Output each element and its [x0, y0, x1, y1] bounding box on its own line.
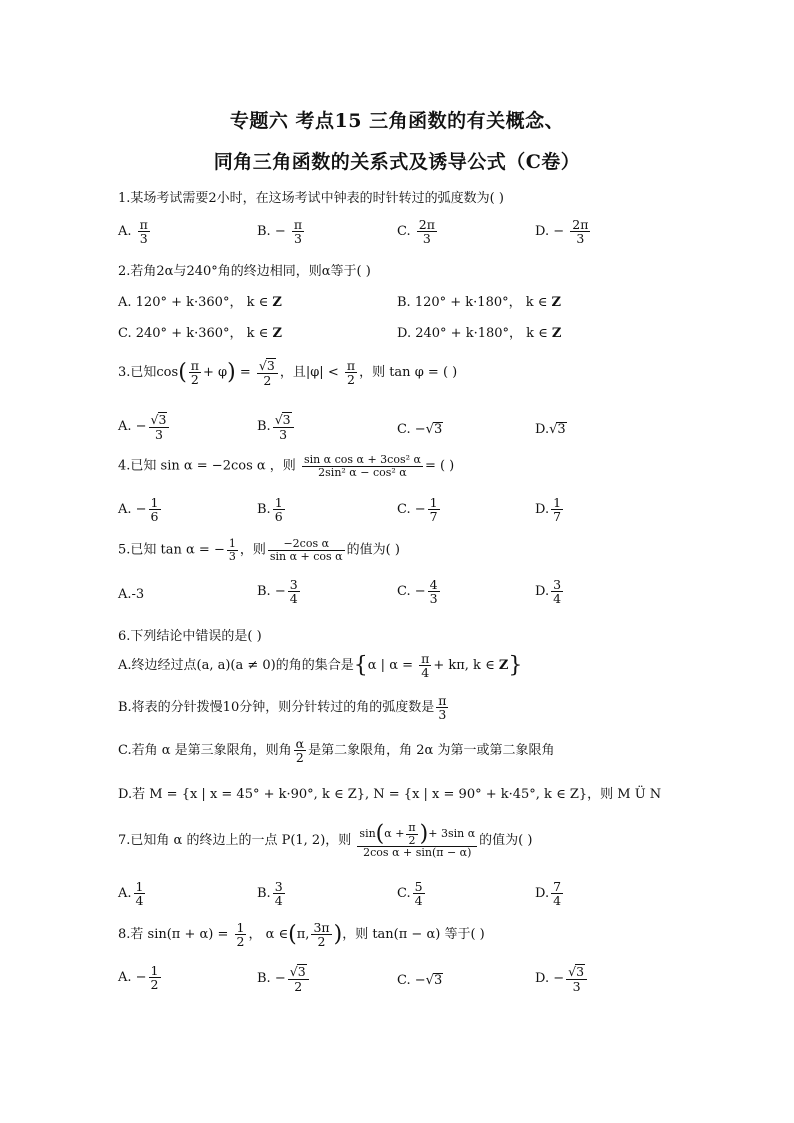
fraction: $\frac{4}{3}$	[429, 577, 438, 607]
fraction: $\frac{\text{sin α cos α + 3cos² α}}{\text{2sin² α − cos² α}}$	[303, 453, 421, 479]
question-6-option-d: D.若 M = {x | x = 45° + k·90°, k ∈ Z}, N = {x | x = 90° + k·45°, k ∈ Z}，则 M Ü N	[118, 787, 662, 802]
fraction: $\frac{1}{7}$	[429, 495, 438, 525]
fraction: $\frac{1}{6}$	[274, 495, 283, 525]
question-5-option-c: C. − $\frac{4}{3}$	[397, 577, 438, 607]
fraction: $\frac{1}{7}$	[553, 495, 562, 525]
fraction: $\frac{3}{4}$	[553, 577, 562, 607]
question-2-option-c: C. 240° + k·360°， k ∈ Z	[118, 326, 282, 341]
question-4-option-b: B. $\frac{1}{6}$	[257, 495, 283, 525]
fraction: $\frac{\pi}{3}$	[293, 217, 303, 247]
fraction: $\frac{3}{4}$	[274, 879, 283, 909]
fraction: $\frac{\pi}{2}$	[190, 357, 199, 387]
fraction: $\frac{\pi}{2}$	[346, 357, 356, 387]
question-7-option-c: C. $\frac{5}{4}$	[397, 879, 423, 909]
question-8-option-d: D. − $\frac{√3}{3}$	[535, 964, 589, 993]
question-7-option-b: B. $\frac{3}{4}$	[257, 879, 283, 909]
question-1-option-a	[118, 218, 152, 245]
fraction: $\frac{5}{4}$	[414, 879, 423, 909]
fraction: $\frac{1}{4}$	[135, 879, 144, 909]
question-3-stem: 3.已知cos( $\frac{\pi}{2}$ + φ) = $\frac{√3}{2}$ ，且|φ| < $\frac{\pi}{2}$ ，则 tan φ = ( )	[118, 357, 458, 388]
question-3-option-a: A. − $\frac{√3}{3}$	[118, 412, 171, 441]
fraction: $\frac{2\pi}{3}$	[418, 217, 435, 247]
question-6-option-c: C.若角 α 是第三象限角，则角 $\frac{\alpha}{2}$ 是第二象限角，角 2α 为第一或第二象限角	[118, 736, 555, 766]
fraction: $\frac{1}{3}$	[228, 537, 236, 563]
question-8-option-b: B. − $\frac{√3}{2}$	[257, 964, 311, 993]
fraction: $\frac{3}{4}$	[289, 577, 298, 607]
title-line-2: 同角三角函数的关系式及诱导公式（C卷）	[213, 151, 581, 173]
title-line-1: 专题六 考点15 三角函数的有关概念、	[229, 110, 565, 132]
question-3-option-d: D.√3	[535, 422, 566, 437]
fraction: $\frac{7}{4}$	[553, 879, 562, 909]
fraction: $\frac{\pi}{3}$	[139, 217, 148, 247]
fraction: $\frac{\pi}{3}$	[438, 693, 447, 723]
question-2-option-d: D. 240° + k·180°， k ∈ Z	[397, 326, 562, 341]
question-5-option-d: D. $\frac{3}{4}$	[535, 577, 562, 607]
question-1-option-d	[535, 218, 592, 245]
fraction: $\frac{1}{2}$	[236, 920, 245, 950]
question-2-option-a: A. 120° + k·360°， k ∈ Z	[118, 295, 282, 310]
question-6-option-b: B.将表的分针拨慢10分钟，则分针转过的角的弧度数是 $\frac{\pi}{3}$	[118, 693, 447, 723]
question-8-option-c: C. −√3	[397, 973, 443, 988]
question-6-stem: 6.下列结论中错误的是( )	[118, 629, 262, 644]
question-4-option-d: D. $\frac{1}{7}$	[535, 495, 562, 525]
question-6-option-a: A.终边经过点(a, a)(a ≠ 0)的角的集合是{α | α = $\frac{\pi}{4}$ + kπ, k ∈ Z}	[118, 651, 523, 681]
fraction: $\frac{√3}{3}$	[273, 412, 294, 441]
question-1-option-b	[257, 218, 306, 245]
question-5-option-b: B. − $\frac{3}{4}$	[257, 577, 298, 607]
question-2-option-b: B. 120° + k·180°， k ∈ Z	[397, 295, 562, 310]
fraction: $\frac{1}{6}$	[150, 495, 159, 525]
fraction: $\frac{3\pi}{2}$	[313, 920, 330, 950]
fraction: $\frac{√3}{3}$	[566, 964, 587, 993]
question-2-stem: 2.若角2α与240°角的终边相同，则α等于( )	[118, 264, 371, 279]
question-7-option-a: A. $\frac{1}{4}$	[118, 879, 144, 909]
question-8-stem: 8.若 sin(π + α) = $\frac{1}{2}$ ， α ∈(π, $\frac{3\pi}{2}$ )，则 tan(π − α) 等于( )	[118, 920, 485, 950]
question-5-option-a: A.-3	[118, 587, 145, 602]
question-4-option-c: C. − $\frac{1}{7}$	[397, 495, 438, 525]
question-8-option-a: A. − $\frac{1}{2}$	[118, 963, 159, 993]
question-3-option-c: C. −√3	[397, 422, 443, 437]
option-label: B. −	[257, 224, 286, 240]
fraction: $\frac{\alpha}{2}$	[295, 736, 305, 766]
fraction: sin(α + $\frac{\pi}{2}$ )+ 3sin α 2cos α + sin(π − α)	[359, 821, 476, 860]
option-label: C.	[397, 224, 411, 240]
question-7-option-d: D. $\frac{7}{4}$	[535, 879, 562, 909]
question-3-option-b: B. $\frac{√3}{3}$	[257, 412, 296, 441]
fraction: $\frac{√3}{2}$	[257, 358, 278, 387]
option-label: A.	[118, 224, 132, 240]
fraction: $\frac{2\pi}{3}$	[572, 217, 589, 247]
fraction: $\frac{\text{−2cos α}}{\text{sin α + cos α}}$	[269, 537, 343, 563]
fraction: $\frac{\pi}{4}$	[421, 651, 430, 681]
fraction: $\frac{√3}{2}$	[288, 964, 309, 993]
question-7-stem: 7.已知角 α 的终边上的一点 P(1, 2)，则 sin(α + $\frac{\pi}{2}$ )+ 3sin α 2cos α + sin(π − α) 的值为( )	[118, 821, 533, 860]
question-1-stem: 1.某场考试需要2小时，在这场考试中钟表的时针转过的弧度数为( )	[118, 191, 504, 206]
fraction: $\frac{\pi}{2}$	[408, 821, 416, 847]
fraction: $\frac{√3}{3}$	[149, 412, 170, 441]
question-5-stem: 5.已知 tan α = − $\frac{1}{3}$ ，则 $\frac{\text{−2cos α}}{\text{sin α + cos α}}$ 的值为( )	[118, 537, 400, 563]
question-1-option-c	[397, 218, 439, 245]
question-4-option-a: A. − $\frac{1}{6}$	[118, 495, 159, 525]
option-label: D. −	[535, 224, 565, 240]
fraction: $\frac{1}{2}$	[150, 963, 159, 993]
question-4-stem: 4.已知 sin α = −2cos α ，则 $\frac{\text{sin α cos α + 3cos² α}}{\text{2sin² α − cos² α}}$ = ( )	[118, 453, 455, 479]
